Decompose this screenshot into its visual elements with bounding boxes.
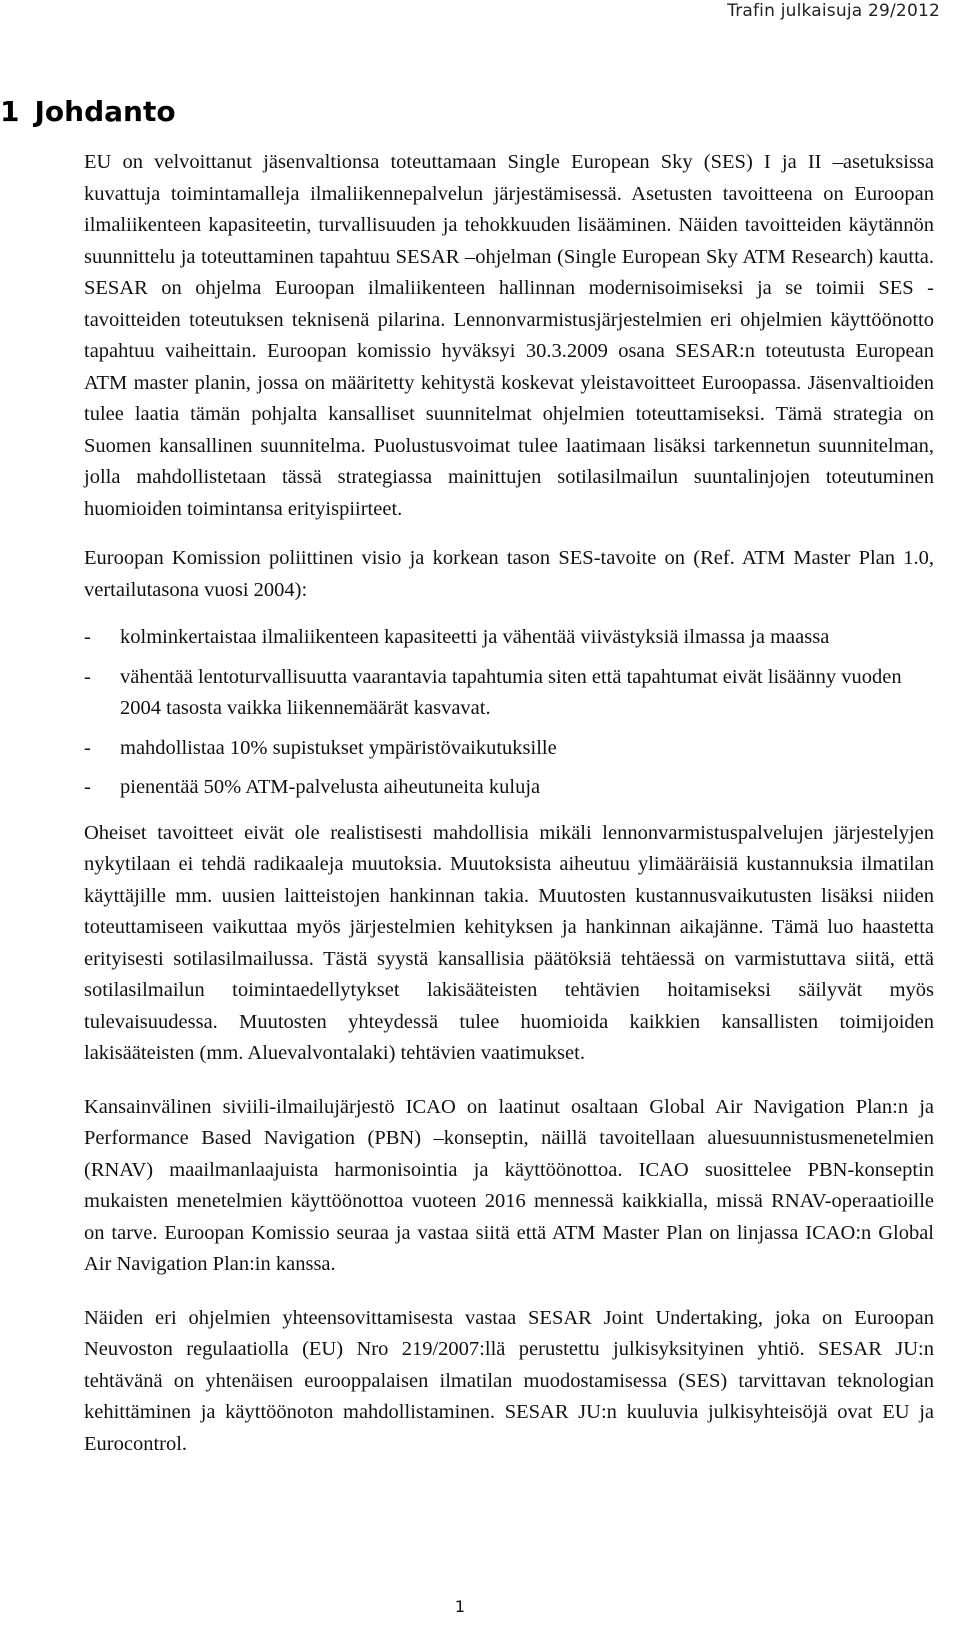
chapter-title: Johdanto (34, 95, 176, 128)
chapter-heading (0, 92, 176, 132)
list-item-text: mahdollistaa 10% supistukset ympäristövaikutuksille (120, 736, 557, 759)
bullet-dash: - (84, 665, 91, 688)
list-item-text: vähentää lentoturvallisuutta vaarantavia tapahtumia siten että tapahtumat eivät lisäänny vuoden 2004 tasosta vaikka liikennemäärät kasvavat. (120, 665, 902, 719)
bullet-dash: - (84, 626, 91, 648)
list-item (84, 733, 934, 765)
paragraph-icao: Kansainvälinen siviili-ilmailujärjestö ICAO on laatinut osaltaan Global Air Navigation Plan:n ja Performance Based Navigation (PBN) –konseptin, näillä tavoitellaan aluesuunnistusmenetelmien (RNAV) maailmanlaajuista harmonisointia ja käyttöönottoa. ICAO suosittelee PBN-konseptin mukaisten menetelmien käyttöönottoa vuoteen 2016 mennessä kaikkialla, missä RNAV-operaatioille on tarve. Euroopan Komissio seuraa ja vastaa siitä että ATM Master Plan on linjassa ICAO:n Global Air Navigation Plan:in kanssa. (84, 1095, 934, 1275)
list-item-text: kolminkertaistaa ilmaliikenteen kapasiteetti ja vähentää viivästyksiä ilmassa ja maassa (120, 626, 830, 648)
page-number: 1 (454, 1597, 466, 1616)
list-item (84, 622, 934, 654)
chapter-number: 1 (0, 95, 20, 128)
paragraph-intro: EU on velvoittanut jäsenvaltionsa toteuttamaan Single European Sky (SES) I ja II –asetuksissa kuvattuja toimintamalleja ilmaliikennepalvelun järjestämisessä. Asetusten tavoitteena on Euroopan ilmaliikenteen kapasiteetin, turvallisuuden ja tehokkuuden lisääminen. Näiden tavoitteiden käytännön suunnittelu ja toteuttaminen tapahtuu SESAR –ohjelman (Single European Sky ATM Research) kautta. SESAR on ohjelma Euroopan ilmaliikenteen hallinnan modernisoimiseksi ja se toimii SES -tavoitteiden toteutuksen teknisenä pilarina. Lennonvarmistusjärjestelmien eri ohjelmien käyttöönotto tapahtuu vaiheittain. Euroopan komissio hyväksyi 30.3.2009 osana SESAR:n toteutusta European ATM master planin, jossa on määritetty kehitystä koskevat yleistavoitteet Euroopassa. Jäsenvaltioiden tulee laatia tämän pohjalta kansalliset suunnitelmat ohjelmien toteuttamiseksi. Tämä strategia on Suomen kansallinen suunnitelma. Puolustusvoimat tulee laatimaan lisäksi tarkennetun suunnitelman, jolla mahdollistetaan tässä strategiassa mainittujen sotilasilmailun suuntalinjojen toteutuminen huomioiden toimintansa erityispiirteet. (84, 151, 934, 520)
bullet-dash: - (84, 736, 91, 759)
list-item (84, 662, 934, 725)
body-content (84, 147, 934, 1460)
paragraph-vision: Euroopan Komission poliittinen visio ja korkean tason SES-tavoite on (Ref. ATM Master Plan 1.0, vertailutasona vuosi 2004): (84, 547, 934, 601)
list-item-text: pienentää 50% ATM-palvelusta aiheutuneita kuluja (120, 776, 541, 798)
bullet-dash: - (84, 776, 91, 798)
list-item (84, 772, 934, 804)
goal-list (84, 622, 934, 804)
paragraph-sesar-ju: Näiden eri ohjelmien yhteensovittamisesta vastaa SESAR Joint Undertaking, joka on Euroopan Neuvoston regulaatiolla (EU) Nro 219/2007:llä perustettu julkisyksityinen yhtiö. SESAR JU:n tehtävänä on yhtenäisen eurooppalaisen ilmatilan muodostamisessa (SES) tarvittavan teknologian kehittäminen ja käyttöönoton mahdollistaminen. SESAR JU:n kuuluvia julkisyhteisöjä ovat EU ja Eurocontrol. (84, 1306, 934, 1455)
running-header: Trafin julkaisuja 29/2012 (727, 1, 940, 21)
paragraph-realism: Oheiset tavoitteet eivät ole realistisesti mahdollisia mikäli lennonvarmistuspalvelujen järjestelyjen nykytilaan ei tehdä radikaaleja muutoksia. Muutoksista aiheutuu ylimääräisiä kustannuksia ilmatilan käyttäjille mm. uusien laitteistojen hankinnan takia. Muutosten kustannusvaikutusten lisäksi niiden toteuttamiseen vaikuttaa myös järjestelmien kehityksen ja hankinnan aikajänne. Tämä luo haastetta erityisesti sotilasilmailussa. Tästä syystä kansallisia päätöksiä tehtäessä on varmistuttava siitä, että sotilasilmailun toimintaedellytykset lakisääteisten tehtävien hoitamiseksi säilyvät myös tulevaisuudessa. Muutosten yhteydessä tulee huomioida kaikkien kansallisten toimijoiden lakisääteisten (mm. Aluevalvontalaki) tehtävien vaatimukset. (84, 821, 934, 1064)
